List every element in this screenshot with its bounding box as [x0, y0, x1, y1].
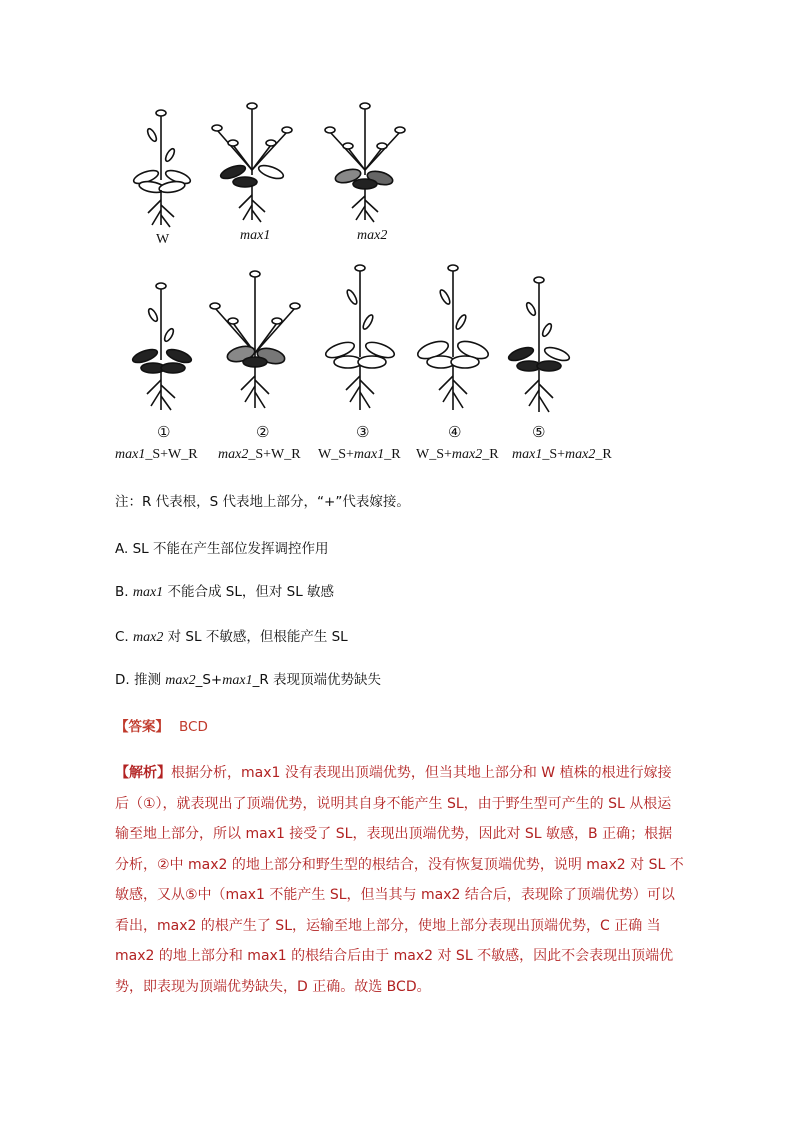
plant-graft-2	[205, 268, 305, 418]
gene-name: max2	[133, 630, 164, 645]
plant-max1	[205, 100, 300, 230]
circled-number-3: ③	[356, 423, 370, 441]
answer-value: BCD	[179, 719, 208, 735]
option-a: A. SL 不能在产生部位发挥调控作用	[115, 541, 329, 557]
graft-label-2: max2_S+W_R	[218, 447, 301, 462]
graft-label-5: max1_S+max2_R	[512, 447, 612, 462]
plant-graft-1	[125, 280, 200, 420]
circled-number-1: ①	[157, 423, 171, 441]
gene-name: max2	[165, 673, 196, 688]
figure-note: 注：R 代表根，S 代表地上部分，“+”代表嫁接。	[115, 494, 410, 510]
plant-graft-4	[413, 262, 493, 417]
answer-line	[115, 715, 208, 735]
analysis-text: 根据分析，max1 没有表现出顶端优势，但当其地上部分和 W 植株的根进行嫁接后（①），就表现出了顶端优势，说明其自身不能产生 SL，由于野生型可产生的 SL 从根运输至地上部分，所以 max1 接受了 SL，表现出顶端优势，因此对 SL 敏感，B 正确；根据分析，②中 max2 的地上部分和野生型的根结合，没有恢复顶端优势，说明 max2 对 SL 不敏感，又从⑤中（max1 不能产生 SL，但当其与 max2 结合后，表现除了顶端优势）可以看出，max2 的根产生了 SL，运输至地上部分，使地上部分表现出顶端优势，C 正确 当 max2 的地上部分和 max1 的根结合后由于 max2 对 SL 不敏感，因此不会表现出顶端优势，即表现为顶端优势缺失，D 正确。故选 BCD。	[115, 765, 684, 995]
circled-number-4: ④	[448, 423, 462, 441]
analysis-paragraph	[115, 758, 685, 1002]
plant-graft-3	[320, 262, 400, 417]
option-c: C. max2 对 SL 不敏感，但根能产生 SL	[115, 629, 348, 645]
graft-label-3: W_S+max1_R	[318, 447, 401, 462]
option-d: D. 推测 max2_S+max1_R 表现顶端优势缺失	[115, 672, 381, 688]
analysis-tag: 【解析】	[115, 765, 171, 781]
label-max2: max2	[357, 228, 388, 243]
graft-label-1: max1_S+W_R	[115, 447, 198, 462]
answer-tag: 【答案】	[115, 719, 169, 735]
plant-max2	[318, 100, 413, 230]
label-w: W	[156, 232, 170, 247]
gene-name: max1	[132, 585, 164, 600]
option-b: B. max1 不能合成 SL，但对 SL 敏感	[115, 584, 335, 600]
circled-number-5: ⑤	[532, 423, 546, 441]
circled-number-2: ②	[256, 423, 270, 441]
graft-label-4: W_S+max2_R	[416, 447, 499, 462]
plant-grafting-figure	[0, 0, 794, 470]
plant-graft-5	[503, 274, 575, 419]
label-max1: max1	[240, 228, 271, 243]
plant-w	[128, 105, 198, 235]
gene-name: max1	[222, 673, 253, 688]
